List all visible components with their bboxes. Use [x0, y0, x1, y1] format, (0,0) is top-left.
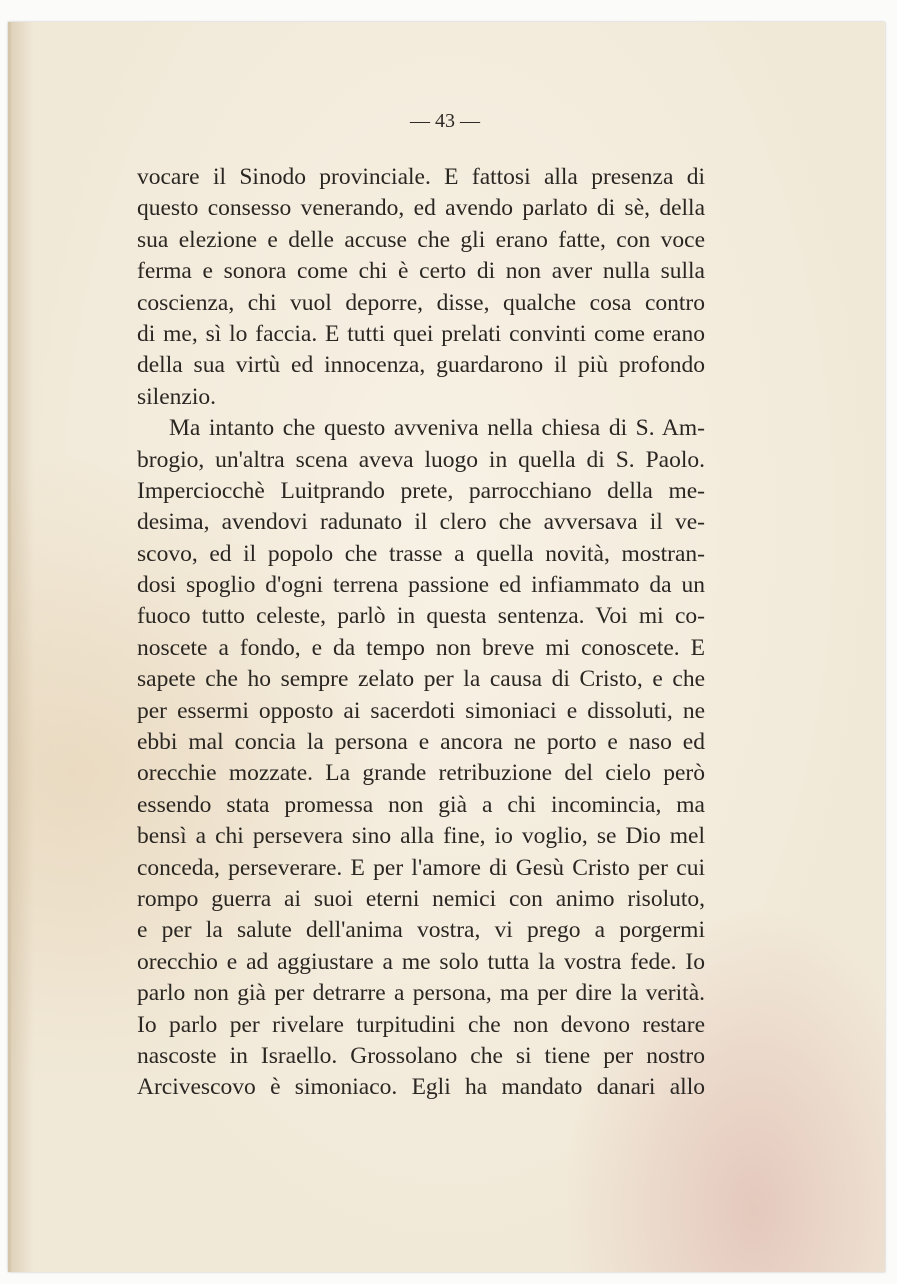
text-line: ferma e sonora come chi è certo di non aver nulla sulla	[137, 258, 705, 285]
text-line: dosi spoglio d'ogni terrena passione ed infiammato da un	[137, 572, 705, 599]
text-line: questo consesso venerando, ed avendo parlato di sè, della	[137, 195, 705, 222]
text-line: sua elezione e delle accuse che gli erano fatte, con voce	[137, 226, 705, 253]
text-line: ebbi mal concia la persona e ancora ne porto e naso ed	[137, 729, 705, 756]
text-line: bensì a chi persevera sino alla fine, io voglio, se Dio mel	[137, 823, 705, 850]
text-line: vocare il Sinodo provinciale. E fattosi alla presenza di	[137, 164, 705, 190]
text-line: sapete che ho sempre zelato per la causa di Cristo, e che	[137, 666, 705, 693]
text-line: scovo, ed il popolo che trasse a quella novità, mostran-	[137, 540, 705, 567]
page-binding-shadow	[8, 22, 34, 1272]
text-line: brogio, un'altra scena aveva luogo in quella di S. Paolo.	[137, 446, 705, 473]
text-line: Imperciocchè Luitprando prete, parrocchiano della me-	[137, 477, 705, 504]
body-text	[137, 162, 705, 1104]
page-number: — 43 —	[410, 110, 480, 132]
text-line: per essermi opposto ai sacerdoti simoniaci e dissoluti, ne	[137, 697, 705, 724]
text-line: silenzio.	[137, 383, 216, 410]
text-line: e per la salute dell'anima vostra, vi prego a porgermi	[137, 917, 705, 944]
text-line: essendo stata promessa non già a chi incomincia, ma	[137, 791, 705, 818]
text-line: coscienza, chi vuol deporre, disse, qualche cosa contro	[137, 289, 705, 316]
text-line: Arcivescovo è simoniaco. Egli ha mandato danari allo	[137, 1074, 705, 1101]
text-line: della sua virtù ed innocenza, guardarono il più profondo	[137, 352, 705, 379]
text-line: conceda, perseverare. E per l'amore di Gesù Cristo per cui	[137, 854, 705, 881]
text-line: orecchie mozzate. La grande retribuzione del cielo però	[137, 760, 705, 787]
text-line: Ma intanto che questo avveniva nella chiesa di S. Am-	[169, 415, 705, 442]
text-line: fuoco tutto celeste, parlò in questa sentenza. Voi mi co-	[137, 603, 705, 630]
text-line: desima, avendovi radunato il clero che avversava il ve-	[137, 509, 705, 536]
text-line: parlo non già per detrarre a persona, ma per dire la verità.	[137, 980, 705, 1007]
text-line: rompo guerra ai suoi eterni nemici con animo risoluto,	[137, 885, 705, 912]
text-line: nascoste in Israello. Grossolano che si tiene per nostro	[137, 1042, 705, 1069]
text-line: noscete a fondo, e da tempo non breve mi conoscete. E	[137, 634, 705, 661]
text-line: Io parlo per rivelare turpitudini che non devono restare	[137, 1011, 705, 1038]
text-line: di me, sì lo faccia. E tutti quei prelati convinti come erano	[137, 320, 705, 347]
text-line: orecchio e ad aggiustare a me solo tutta la vostra fede. Io	[137, 948, 705, 975]
